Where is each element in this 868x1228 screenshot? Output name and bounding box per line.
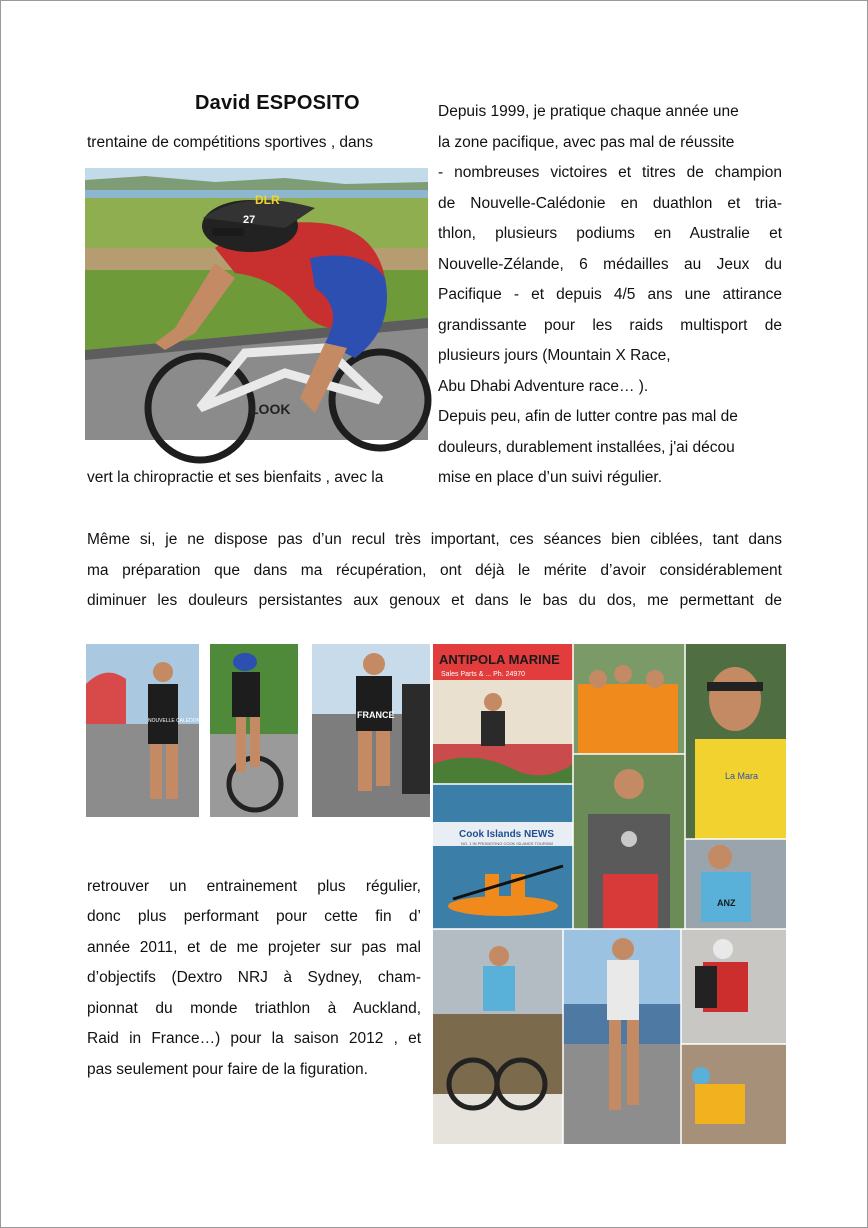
bike-brand-text: LOOK — [250, 401, 291, 417]
cyclist-photo — [210, 644, 298, 817]
france-jersey-text: FRANCE — [357, 710, 395, 720]
right-line-12: douleurs, durablement installées, j'ai décou — [438, 439, 735, 456]
paragraph3-line-5: pionnat du monde triathlon à Auckland, — [87, 1000, 421, 1017]
paragraph3-line-7: pas seulement pour faire de la figuration. — [87, 1061, 368, 1078]
bib-number: 27 — [243, 214, 256, 226]
cook-islands-text: Cook Islands NEWS — [459, 829, 555, 840]
paragraph3-line-1: retrouver un entrainement plus régulier, — [87, 878, 421, 895]
paragraph2-line-3: diminuer les douleurs persistantes aux genoux et dans le bas du dos, me permettant de — [87, 592, 782, 609]
paragraph2-line-1: Même si, je ne dispose pas d’un recul très important, ces séances bien ciblées, tant dans — [87, 531, 782, 548]
paragraph3-line-3: année 2011, et de me projeter sur pas mal — [87, 939, 421, 956]
right-line-8: grandissante pour les raids multisport de — [438, 317, 782, 334]
paragraph3-line-2: donc plus performant pour cette fin d’ — [87, 908, 421, 925]
triathlon-cycling-photo — [85, 168, 428, 440]
paragraph3-line-6: Raid in France…) pour la saison 2012 , et — [87, 1030, 421, 1047]
banner-text: ANTIPOLA MARINE — [439, 652, 560, 667]
right-line-5: thlon, plusieurs podiums en Australie et — [438, 225, 782, 242]
right-line-4: de Nouvelle-Calédonie en duathlon et tria- — [438, 195, 782, 212]
right-line-3: - nombreuses victoires et titres de champion — [438, 164, 782, 181]
shirt-text: ANZ — [717, 898, 736, 908]
page-title: David ESPOSITO — [195, 92, 360, 114]
caledonie-jersey-text: NOUVELLE CALÉDONIE — [148, 718, 205, 724]
adventure-photo-collage — [433, 644, 786, 1144]
right-line-11: Depuis peu, afin de lutter contre pas mal de — [438, 408, 738, 425]
banner-subtext: Sales Parts & ... Ph. 24970 — [441, 671, 526, 678]
right-line-10: Abu Dhabi Adventure race… ). — [438, 378, 649, 395]
runner-photo-france — [312, 644, 430, 817]
right-line-1: Depuis 1999, je pratique chaque année une — [438, 103, 739, 120]
right-line-6: Nouvelle-Zélande, 6 médailles au Jeux du — [438, 256, 782, 273]
right-line-7: Pacifique - et depuis 4/5 ans une attirance — [438, 286, 782, 303]
paragraph2-line-2: ma préparation que dans ma récupération, ont déjà le mérite d’avoir considérablement — [87, 562, 782, 579]
runner-photo-caledonie — [86, 644, 205, 817]
cook-islands-subtext: NO. 1 IN PROMOTING COOK ISLANDS TOURISM — [461, 841, 553, 846]
right-line-2: la zone pacifique, avec pas mal de réussite — [438, 134, 735, 151]
left-intro-line: trentaine de compétitions sportives , dans — [87, 134, 374, 151]
helmet-text: DLR — [255, 193, 280, 207]
shirt2-text: La Mara — [725, 771, 759, 781]
right-line-9: plusieurs jours (Mountain X Race, — [438, 347, 671, 364]
left-outro-line: vert la chiropractie et ses bienfaits , avec la — [87, 469, 384, 486]
right-line-13: mise en place d’un suivi régulier. — [438, 469, 663, 486]
paragraph3-line-4: d’objectifs (Dextro NRJ à Sydney, cham- — [87, 969, 421, 986]
